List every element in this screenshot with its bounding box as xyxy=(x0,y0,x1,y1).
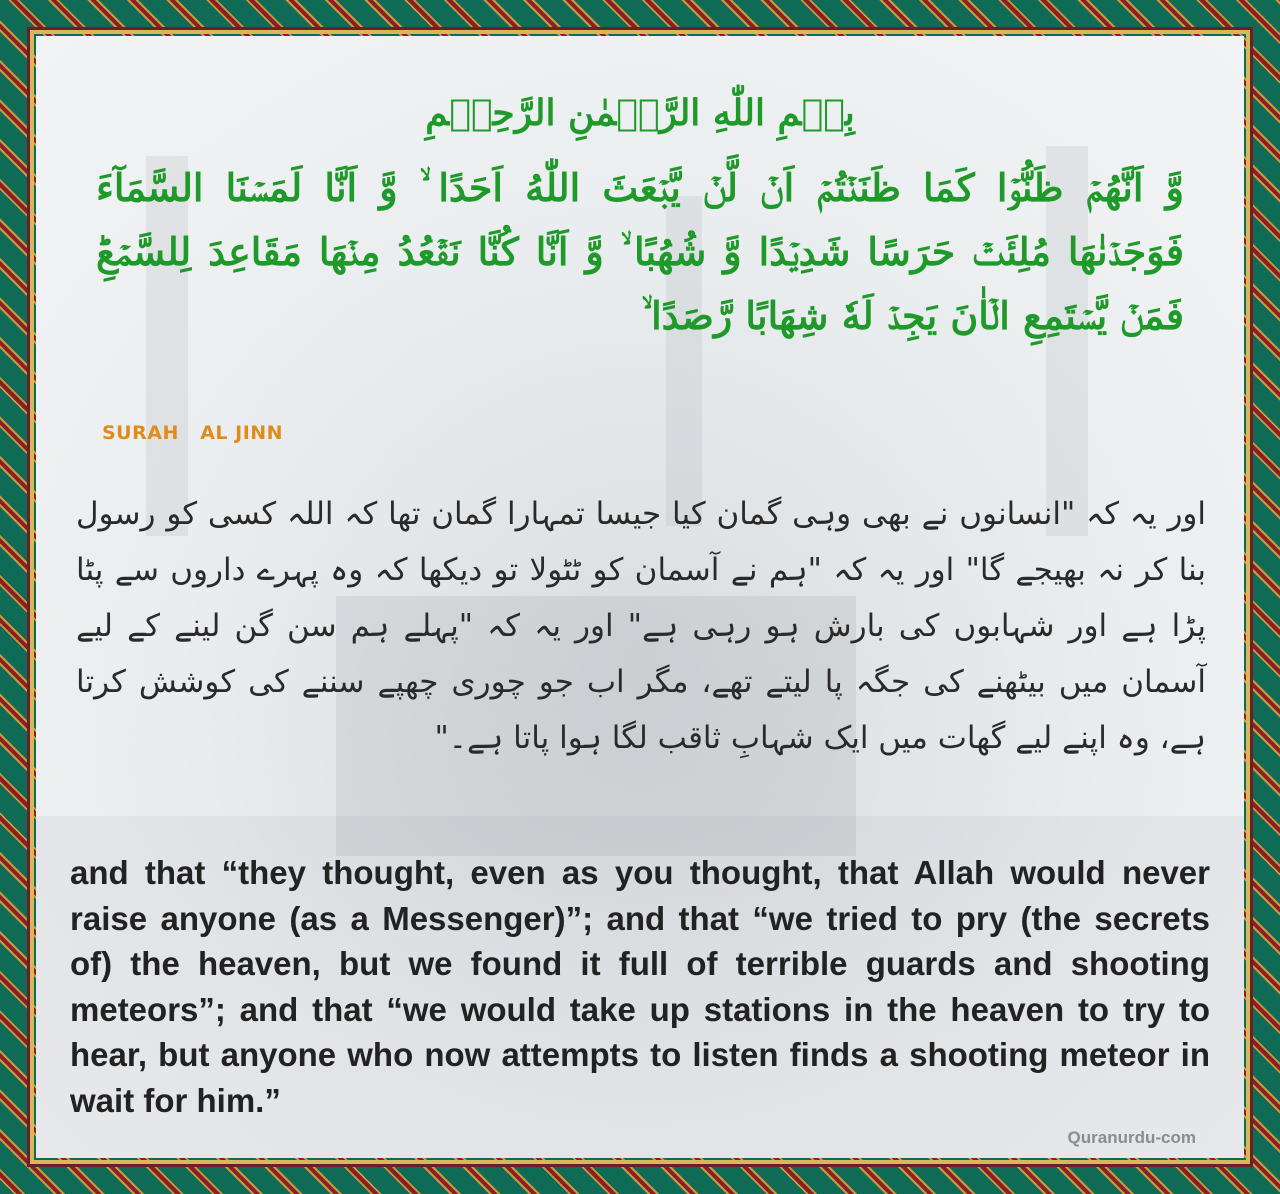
urdu-translation: اور یہ کہ "انسانوں نے بھی وہی گمان کیا جیسا تمہارا گمان تھا کہ اللہ کسی کو رسول بنا کر نہ بھیجے گا" اور یہ کہ "ہم نے آسمان کو ٹٹولا تو دیکھا کہ وہ پہرے داروں سے پٹا پڑا ہے اور شہابوں کی بارش ہو رہی ہے" اور یہ کہ "پہلے ہم سن گن لینے کے لیے آسمان میں بیٹھنے کی جگہ پا لیتے تھے، مگر اب جو چوری چھپے سننے کی کوشش کرتا ہے، وہ اپنے لیے گھات میں ایک شہابِ ثاقب لگا ہوا پاتا ہے۔" xyxy=(76,496,1206,756)
english-translation: and that “they thought, even as you thought, that Allah would never raise anyone (as a Messenger)”; and that “we tried to pry (the secrets of) the heaven, but we found it full of terrible guards and shooting meteors”; and that “we would take up stations in the heaven to try to hear, but anyone who now attempts to listen finds a shooting meteor in wait for him.” xyxy=(70,854,1210,1119)
content-panel xyxy=(36,36,1244,1158)
arabic-ayah-text: وَّ اَنَّهُمۡ ظَنُّوۡا كَمَا ظَنَنۡتُمۡ اَنۡ لَّنۡ يَّبۡعَثَ اللّٰهُ اَحَدًا ۙ‏ وَّ اَنَّا لَمَسۡنَا السَّمَآءَ فَوَجَدۡنٰهَا مُلِئَتۡ حَرَسًا شَدِيۡدًا وَّ شُهُبًا ۙ‏ وَّ اَنَّا كُنَّا نَقۡعُدُ مِنۡهَا مَقَاعِدَ لِلسَّمۡعِ‌ؕ فَمَنۡ يَّسۡتَمِعِ الۡاٰنَ يَجِدۡ لَهٗ شِهَابًا رَّصَدًا ۙ‏ xyxy=(96,165,1184,338)
basmala-heading: بِسۡمِ اللّٰهِ الرَّحۡمٰنِ الرَّحِيۡمِ xyxy=(425,92,855,134)
surah-label: SURAH AL JINN xyxy=(102,422,284,444)
site-watermark: Quranurdu-com xyxy=(1067,1128,1196,1147)
